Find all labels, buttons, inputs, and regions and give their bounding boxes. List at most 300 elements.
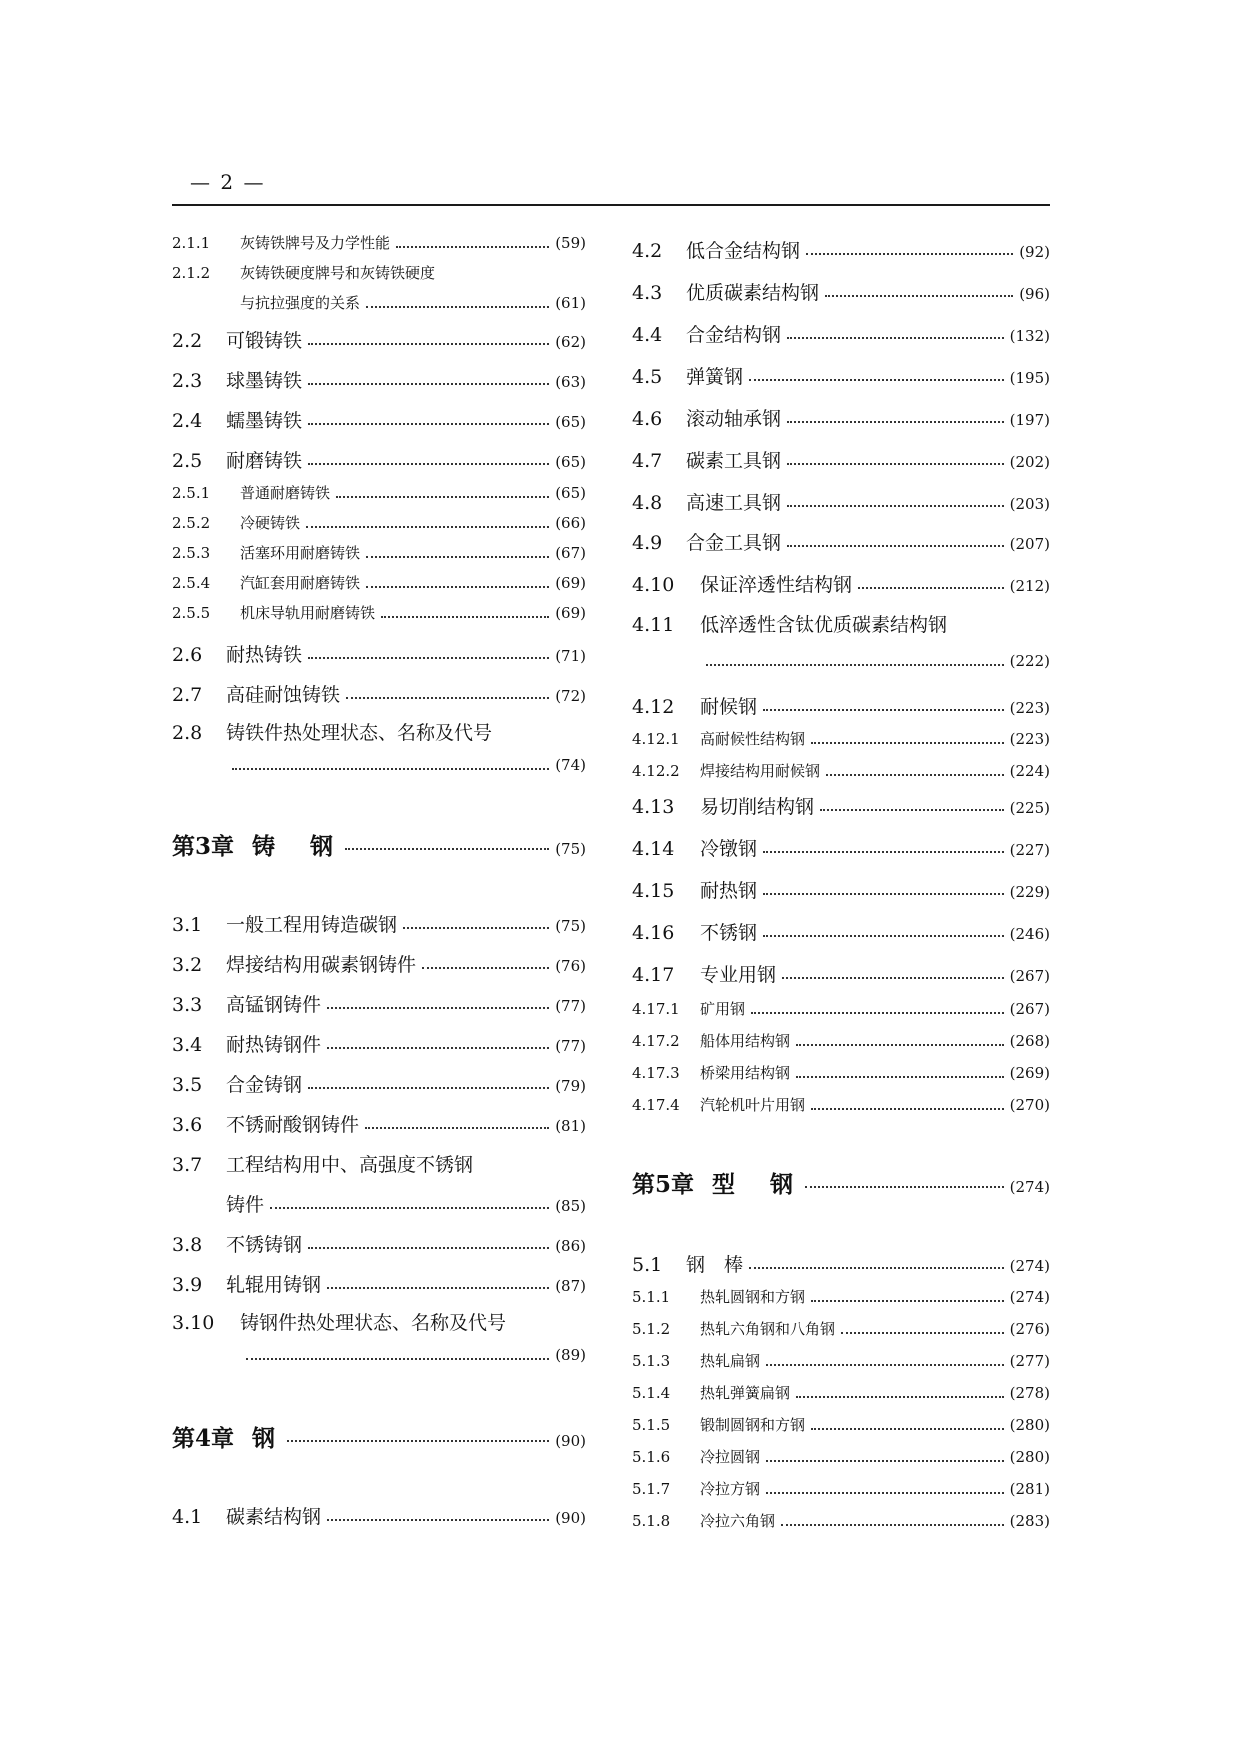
toc-entry-4-15[interactable] bbox=[632, 876, 1050, 903]
section-title: 碳素结构钢 bbox=[226, 1506, 322, 1528]
section-number: 3.2 bbox=[172, 954, 203, 976]
section-number: 2.6 bbox=[172, 644, 203, 666]
dot-leader bbox=[811, 1428, 1004, 1430]
dot-leader bbox=[825, 295, 1013, 297]
page-ref: (65) bbox=[555, 484, 586, 502]
toc-entry-4-12[interactable] bbox=[632, 692, 1050, 719]
page-ref: (72) bbox=[555, 687, 586, 705]
section-title: 普通耐磨铸铁 bbox=[240, 484, 331, 502]
page-ref: (283) bbox=[1009, 1512, 1050, 1530]
section-number: 4.17.4 bbox=[632, 1096, 680, 1114]
header-rule bbox=[172, 204, 1050, 206]
dot-leader bbox=[381, 616, 549, 618]
section-title: 高硅耐蚀铸铁 bbox=[226, 684, 341, 706]
dot-leader bbox=[749, 379, 1004, 381]
dot-leader bbox=[796, 1044, 1004, 1046]
dot-leader bbox=[820, 809, 1004, 811]
section-title: 工程结构用中、高强度不锈钢 bbox=[226, 1154, 474, 1176]
section-number: 4.8 bbox=[632, 492, 663, 514]
page-ref: (278) bbox=[1009, 1384, 1050, 1402]
dot-leader bbox=[246, 1358, 549, 1360]
dot-leader bbox=[366, 556, 549, 558]
section-title: 热轧圆钢和方钢 bbox=[700, 1288, 806, 1306]
section-title: 优质碳素结构钢 bbox=[686, 282, 820, 304]
section-title: 锻制圆钢和方钢 bbox=[700, 1416, 806, 1434]
toc-entry-4-17[interactable] bbox=[632, 960, 1050, 987]
section-number: 2.5.2 bbox=[172, 514, 211, 532]
section-number: 4.4 bbox=[632, 324, 663, 346]
section-title: 冷硬铸铁 bbox=[240, 514, 301, 532]
toc-entry-5-1-5[interactable] bbox=[632, 1414, 1050, 1435]
page-ref: (90) bbox=[555, 1509, 586, 1527]
toc-entry-5-1-2[interactable] bbox=[632, 1318, 1050, 1339]
toc-entry-4-2[interactable] bbox=[632, 236, 1050, 263]
section-title: 型 钢 bbox=[712, 1171, 799, 1198]
section-number: 第4章 bbox=[172, 1425, 235, 1452]
page-ref: (69) bbox=[555, 604, 586, 622]
dot-leader bbox=[308, 657, 549, 659]
page-ref: (66) bbox=[555, 514, 586, 532]
page-ref: (267) bbox=[1009, 1000, 1050, 1018]
toc-entry-2-1-1[interactable] bbox=[172, 232, 586, 253]
section-number: 2.1.1 bbox=[172, 234, 211, 252]
section-title: 耐热钢 bbox=[700, 880, 758, 902]
section-title: 蠕墨铸铁 bbox=[226, 410, 303, 432]
section-title: 高锰钢铸件 bbox=[226, 994, 322, 1016]
page-ref: (96) bbox=[1019, 285, 1050, 303]
section-number: 5.1.7 bbox=[632, 1480, 671, 1498]
toc-entry-2-1-2[interactable] bbox=[172, 262, 586, 283]
section-number: 4.3 bbox=[632, 282, 663, 304]
dot-leader bbox=[763, 893, 1004, 895]
page-ref: (277) bbox=[1009, 1352, 1050, 1370]
toc-entry-2-5-4[interactable] bbox=[172, 572, 586, 593]
section-number: 3.5 bbox=[172, 1074, 203, 1096]
page-ref: (77) bbox=[555, 997, 586, 1015]
page-ref: (207) bbox=[1009, 535, 1050, 553]
section-number: 2.5.1 bbox=[172, 484, 211, 502]
page-ref: (223) bbox=[1009, 699, 1050, 717]
dot-leader bbox=[396, 246, 549, 248]
dot-leader bbox=[766, 1460, 1004, 1462]
section-title: 热轧六角钢和八角钢 bbox=[700, 1320, 836, 1338]
dot-leader bbox=[811, 1300, 1004, 1302]
page-ref: (69) bbox=[555, 574, 586, 592]
dot-leader bbox=[811, 742, 1004, 744]
toc-entry-2-5-5[interactable] bbox=[172, 602, 586, 623]
dot-leader bbox=[365, 1127, 549, 1129]
toc-entry-4-3[interactable] bbox=[632, 278, 1050, 305]
toc-entry-continuation[interactable] bbox=[172, 292, 586, 313]
dot-leader bbox=[763, 709, 1004, 711]
page-ref: (76) bbox=[555, 957, 586, 975]
section-title: 热轧弹簧扁钢 bbox=[700, 1384, 791, 1402]
section-title: 冷拉圆钢 bbox=[700, 1448, 761, 1466]
toc-entry-3-2[interactable] bbox=[172, 950, 586, 977]
page-ref: (224) bbox=[1009, 762, 1050, 780]
page-ref: (270) bbox=[1009, 1096, 1050, 1114]
page-ref: (81) bbox=[555, 1117, 586, 1135]
section-title: 保证淬透性结构钢 bbox=[700, 574, 853, 596]
dot-leader bbox=[763, 935, 1004, 937]
toc-entry-2-6[interactable] bbox=[172, 640, 586, 667]
section-title: 铸铁件热处理状态、名称及代号 bbox=[226, 722, 493, 744]
page-ref: (75) bbox=[555, 917, 586, 935]
toc-entry-3-1[interactable] bbox=[172, 910, 586, 937]
toc-entry-5-1-3[interactable] bbox=[632, 1350, 1050, 1371]
page-ref: (61) bbox=[555, 294, 586, 312]
dot-leader bbox=[787, 463, 1004, 465]
section-title: 冷镦钢 bbox=[700, 838, 758, 860]
page-ref: (85) bbox=[555, 1197, 586, 1215]
toc-entry-4-12-2[interactable] bbox=[632, 760, 1050, 781]
section-title: 焊接结构用碳素钢铸件 bbox=[226, 954, 417, 976]
page-ref: (225) bbox=[1009, 799, 1050, 817]
dot-leader bbox=[796, 1076, 1004, 1078]
page-ref: (71) bbox=[555, 647, 586, 665]
page-ref: (269) bbox=[1009, 1064, 1050, 1082]
page-ref: (79) bbox=[555, 1077, 586, 1095]
section-title: 不锈铸钢 bbox=[226, 1234, 303, 1256]
section-title: 耐热铸钢件 bbox=[226, 1034, 322, 1056]
page-ref: (212) bbox=[1009, 577, 1050, 595]
page-ref: (87) bbox=[555, 1277, 586, 1295]
section-number: 3.7 bbox=[172, 1154, 203, 1176]
section-title: 可锻铸铁 bbox=[226, 330, 303, 352]
toc-entry-4-11[interactable] bbox=[632, 610, 1050, 637]
section-title: 灰铸铁牌号及力学性能 bbox=[240, 234, 391, 252]
dot-leader bbox=[308, 383, 549, 385]
toc-entry-3-4[interactable] bbox=[172, 1030, 586, 1057]
section-title: 活塞环用耐磨铸铁 bbox=[240, 544, 361, 562]
toc-entry-2-7[interactable] bbox=[172, 680, 586, 707]
section-number: 5.1.1 bbox=[632, 1288, 671, 1306]
section-number: 5.1.8 bbox=[632, 1512, 671, 1530]
section-title: 铸 钢 bbox=[252, 833, 339, 860]
section-number: 4.17.2 bbox=[632, 1032, 680, 1050]
dot-leader bbox=[336, 496, 549, 498]
page-ref: (280) bbox=[1009, 1416, 1050, 1434]
section-title: 耐热铸铁 bbox=[226, 644, 303, 666]
section-number: 4.7 bbox=[632, 450, 663, 472]
dot-leader bbox=[706, 664, 1004, 666]
section-title: 球墨铸铁 bbox=[226, 370, 303, 392]
toc-entry-2-5-2[interactable] bbox=[172, 512, 586, 533]
dot-leader bbox=[287, 1440, 549, 1442]
dot-leader bbox=[805, 1186, 1004, 1188]
section-number: 2.5.3 bbox=[172, 544, 211, 562]
toc-entry-2-4[interactable] bbox=[172, 406, 586, 433]
toc-entry-4-9[interactable] bbox=[632, 528, 1050, 555]
section-title: 易切削结构钢 bbox=[700, 796, 815, 818]
toc-entry-4-10[interactable] bbox=[632, 570, 1050, 597]
toc-entry-第3章[interactable] bbox=[172, 828, 586, 861]
page-ref: (274) bbox=[1009, 1257, 1050, 1275]
toc-entry-2-2[interactable] bbox=[172, 326, 586, 353]
section-number: 3.6 bbox=[172, 1114, 203, 1136]
section-number: 2.3 bbox=[172, 370, 203, 392]
section-title: 低淬透性含钛优质碳素结构钢 bbox=[700, 614, 948, 636]
section-title: 铸件 bbox=[226, 1194, 265, 1216]
section-number: 5.1.5 bbox=[632, 1416, 671, 1434]
toc-entry-3-5[interactable] bbox=[172, 1070, 586, 1097]
section-number: 3.4 bbox=[172, 1034, 203, 1056]
page-ref: (92) bbox=[1019, 243, 1050, 261]
section-title: 耐候钢 bbox=[700, 696, 758, 718]
section-number: 第3章 bbox=[172, 833, 235, 860]
toc-entry-4-14[interactable] bbox=[632, 834, 1050, 861]
section-title: 高耐候性结构钢 bbox=[700, 730, 806, 748]
section-title: 热轧扁钢 bbox=[700, 1352, 761, 1370]
section-number: 3.9 bbox=[172, 1274, 203, 1296]
dot-leader bbox=[308, 1247, 549, 1249]
toc-entry-continuation[interactable] bbox=[172, 1190, 586, 1217]
toc-entry-3-9[interactable] bbox=[172, 1270, 586, 1297]
dot-leader bbox=[366, 586, 549, 588]
dot-leader bbox=[858, 587, 1004, 589]
toc-entry-4-17-2[interactable] bbox=[632, 1030, 1050, 1051]
page-ref: (268) bbox=[1009, 1032, 1050, 1050]
page-ref: (280) bbox=[1009, 1448, 1050, 1466]
toc-entry-2-5-3[interactable] bbox=[172, 542, 586, 563]
section-number: 2.7 bbox=[172, 684, 203, 706]
section-title: 船体用结构钢 bbox=[700, 1032, 791, 1050]
dot-leader bbox=[422, 967, 549, 969]
page-ref: (89) bbox=[555, 1346, 586, 1364]
section-number: 3.1 bbox=[172, 914, 203, 936]
page-ref: (281) bbox=[1009, 1480, 1050, 1498]
page-ref: (62) bbox=[555, 333, 586, 351]
page-ref: (74) bbox=[555, 756, 586, 774]
section-number: 4.15 bbox=[632, 880, 675, 902]
page-ref: (267) bbox=[1009, 967, 1050, 985]
dot-leader bbox=[749, 1267, 1004, 1269]
section-title: 不锈耐酸钢铸件 bbox=[226, 1114, 360, 1136]
page-ref: (223) bbox=[1009, 730, 1050, 748]
section-title: 冷拉方钢 bbox=[700, 1480, 761, 1498]
section-title: 低合金结构钢 bbox=[686, 240, 801, 262]
dot-leader bbox=[782, 977, 1004, 979]
toc-entry-continuation[interactable] bbox=[172, 1346, 586, 1364]
dot-leader bbox=[781, 1524, 1004, 1526]
page-number: — 2 — bbox=[190, 170, 266, 194]
dot-leader bbox=[327, 1287, 549, 1289]
section-title: 滚动轴承钢 bbox=[686, 408, 782, 430]
section-title: 焊接结构用耐候钢 bbox=[700, 762, 821, 780]
page-ref: (90) bbox=[555, 1432, 586, 1450]
section-number: 5.1.4 bbox=[632, 1384, 671, 1402]
page-ref: (75) bbox=[555, 840, 586, 858]
section-title: 高速工具钢 bbox=[686, 492, 782, 514]
toc-entry-3-6[interactable] bbox=[172, 1110, 586, 1137]
toc-entry-5-1-4[interactable] bbox=[632, 1382, 1050, 1403]
toc-entry-4-13[interactable] bbox=[632, 792, 1050, 819]
section-number: 2.5 bbox=[172, 450, 203, 472]
section-number: 4.17.3 bbox=[632, 1064, 680, 1082]
section-number: 2.4 bbox=[172, 410, 203, 432]
toc-entry-4-12-1[interactable] bbox=[632, 728, 1050, 749]
section-title: 铸钢件热处理状态、名称及代号 bbox=[240, 1312, 507, 1334]
dot-leader bbox=[787, 337, 1004, 339]
section-title: 碳素工具钢 bbox=[686, 450, 782, 472]
toc-entry-4-6[interactable] bbox=[632, 404, 1050, 431]
dot-leader bbox=[345, 848, 549, 850]
dot-leader bbox=[308, 463, 549, 465]
section-number: 4.16 bbox=[632, 922, 675, 944]
section-title: 专业用钢 bbox=[700, 964, 777, 986]
toc-entry-第5章[interactable] bbox=[632, 1166, 1050, 1199]
section-number: 2.5.4 bbox=[172, 574, 211, 592]
page-ref: (222) bbox=[1009, 652, 1050, 670]
section-number: 4.17.1 bbox=[632, 1000, 680, 1018]
dot-leader bbox=[327, 1047, 549, 1049]
section-number: 4.6 bbox=[632, 408, 663, 430]
dot-leader bbox=[308, 1087, 549, 1089]
toc-entry-4-1[interactable] bbox=[172, 1502, 586, 1529]
section-number: 5.1.6 bbox=[632, 1448, 671, 1466]
section-title: 合金结构钢 bbox=[686, 324, 782, 346]
page-ref: (132) bbox=[1009, 327, 1050, 345]
section-title: 钢 bbox=[252, 1425, 281, 1452]
section-title: 耐磨铸铁 bbox=[226, 450, 303, 472]
section-number: 2.8 bbox=[172, 722, 203, 744]
toc-entry-3-10[interactable] bbox=[172, 1308, 586, 1335]
dot-leader bbox=[306, 526, 549, 528]
toc-entry-3-7[interactable] bbox=[172, 1150, 586, 1177]
page-ref: (274) bbox=[1009, 1178, 1050, 1196]
dot-leader bbox=[841, 1332, 1004, 1334]
page-ref: (202) bbox=[1009, 453, 1050, 471]
toc-entry-4-4[interactable] bbox=[632, 320, 1050, 347]
toc-entry-2-5-1[interactable] bbox=[172, 482, 586, 503]
page-ref: (246) bbox=[1009, 925, 1050, 943]
toc-entry-5-1-1[interactable] bbox=[632, 1286, 1050, 1307]
toc-entry-第4章[interactable] bbox=[172, 1420, 586, 1453]
section-title: 与抗拉强度的关系 bbox=[240, 294, 361, 312]
page-ref: (65) bbox=[555, 413, 586, 431]
section-number: 3.3 bbox=[172, 994, 203, 1016]
section-number: 4.2 bbox=[632, 240, 663, 262]
section-title: 合金铸钢 bbox=[226, 1074, 303, 1096]
section-number: 4.10 bbox=[632, 574, 675, 596]
toc-entry-5-1[interactable] bbox=[632, 1250, 1050, 1277]
dot-leader bbox=[787, 545, 1004, 547]
section-number: 3.10 bbox=[172, 1312, 215, 1334]
toc-entry-5-1-8[interactable] bbox=[632, 1510, 1050, 1531]
page-ref: (203) bbox=[1009, 495, 1050, 513]
section-title: 不锈钢 bbox=[700, 922, 758, 944]
section-number: 4.1 bbox=[172, 1506, 203, 1528]
section-title: 灰铸铁硬度牌号和灰铸铁硬度 bbox=[240, 264, 436, 282]
dot-leader bbox=[796, 1396, 1004, 1398]
page-ref: (67) bbox=[555, 544, 586, 562]
toc-entry-3-8[interactable] bbox=[172, 1230, 586, 1257]
page-ref: (229) bbox=[1009, 883, 1050, 901]
section-title: 弹簧钢 bbox=[686, 366, 744, 388]
section-number: 4.12 bbox=[632, 696, 675, 718]
toc-entry-4-17-4[interactable] bbox=[632, 1094, 1050, 1115]
section-title: 冷拉六角钢 bbox=[700, 1512, 776, 1530]
section-title: 一般工程用铸造碳钢 bbox=[226, 914, 398, 936]
section-title: 汽轮机叶片用钢 bbox=[700, 1096, 806, 1114]
dot-leader bbox=[327, 1007, 549, 1009]
toc-entry-4-17-3[interactable] bbox=[632, 1062, 1050, 1083]
dot-leader bbox=[366, 306, 549, 308]
dot-leader bbox=[232, 768, 549, 770]
dot-leader bbox=[270, 1207, 549, 1209]
section-title: 轧辊用铸钢 bbox=[226, 1274, 322, 1296]
section-title: 机床导轨用耐磨铸铁 bbox=[240, 604, 376, 622]
section-number: 4.13 bbox=[632, 796, 675, 818]
dot-leader bbox=[346, 697, 549, 699]
dot-leader bbox=[308, 343, 549, 345]
dot-leader bbox=[763, 851, 1004, 853]
dot-leader bbox=[826, 774, 1004, 776]
section-number: 2.2 bbox=[172, 330, 203, 352]
toc-entry-4-17-1[interactable] bbox=[632, 998, 1050, 1019]
section-number: 4.9 bbox=[632, 532, 663, 554]
toc-entry-5-1-6[interactable] bbox=[632, 1446, 1050, 1467]
toc-entry-2-3[interactable] bbox=[172, 366, 586, 393]
dot-leader bbox=[811, 1108, 1004, 1110]
toc-entry-continuation[interactable] bbox=[632, 652, 1050, 670]
dot-leader bbox=[766, 1364, 1004, 1366]
dot-leader bbox=[403, 927, 549, 929]
dot-leader bbox=[751, 1012, 1004, 1014]
section-number: 5.1.2 bbox=[632, 1320, 671, 1338]
dot-leader bbox=[327, 1519, 549, 1521]
section-title: 汽缸套用耐磨铸铁 bbox=[240, 574, 361, 592]
section-number: 4.17 bbox=[632, 964, 675, 986]
page-ref: (86) bbox=[555, 1237, 586, 1255]
page-ref: (274) bbox=[1009, 1288, 1050, 1306]
toc-entry-continuation[interactable] bbox=[172, 756, 586, 774]
section-title: 钢 棒 bbox=[686, 1254, 744, 1276]
toc-entry-2-5[interactable] bbox=[172, 446, 586, 473]
toc-entry-3-3[interactable] bbox=[172, 990, 586, 1017]
section-number: 4.12.1 bbox=[632, 730, 680, 748]
toc-entry-4-7[interactable] bbox=[632, 446, 1050, 473]
page-ref: (77) bbox=[555, 1037, 586, 1055]
dot-leader bbox=[787, 505, 1004, 507]
page-ref: (63) bbox=[555, 373, 586, 391]
toc-entry-4-5[interactable] bbox=[632, 362, 1050, 389]
section-number: 4.5 bbox=[632, 366, 663, 388]
section-number: 4.12.2 bbox=[632, 762, 680, 780]
section-number: 2.1.2 bbox=[172, 264, 211, 282]
page-ref: (227) bbox=[1009, 841, 1050, 859]
toc-entry-4-8[interactable] bbox=[632, 488, 1050, 515]
section-number: 4.11 bbox=[632, 614, 675, 636]
toc-entry-2-8[interactable] bbox=[172, 718, 586, 745]
page-ref: (197) bbox=[1009, 411, 1050, 429]
section-title: 矿用钢 bbox=[700, 1000, 746, 1018]
dot-leader bbox=[308, 423, 549, 425]
page-ref: (276) bbox=[1009, 1320, 1050, 1338]
section-title: 桥梁用结构钢 bbox=[700, 1064, 791, 1082]
dot-leader bbox=[806, 253, 1013, 255]
section-title: 合金工具钢 bbox=[686, 532, 782, 554]
toc-entry-4-16[interactable] bbox=[632, 918, 1050, 945]
dot-leader bbox=[766, 1492, 1004, 1494]
section-number: 4.14 bbox=[632, 838, 675, 860]
page-ref: (195) bbox=[1009, 369, 1050, 387]
section-number: 2.5.5 bbox=[172, 604, 211, 622]
page-ref: (59) bbox=[555, 234, 586, 252]
toc-entry-5-1-7[interactable] bbox=[632, 1478, 1050, 1499]
section-number: 3.8 bbox=[172, 1234, 203, 1256]
page-ref: (65) bbox=[555, 453, 586, 471]
